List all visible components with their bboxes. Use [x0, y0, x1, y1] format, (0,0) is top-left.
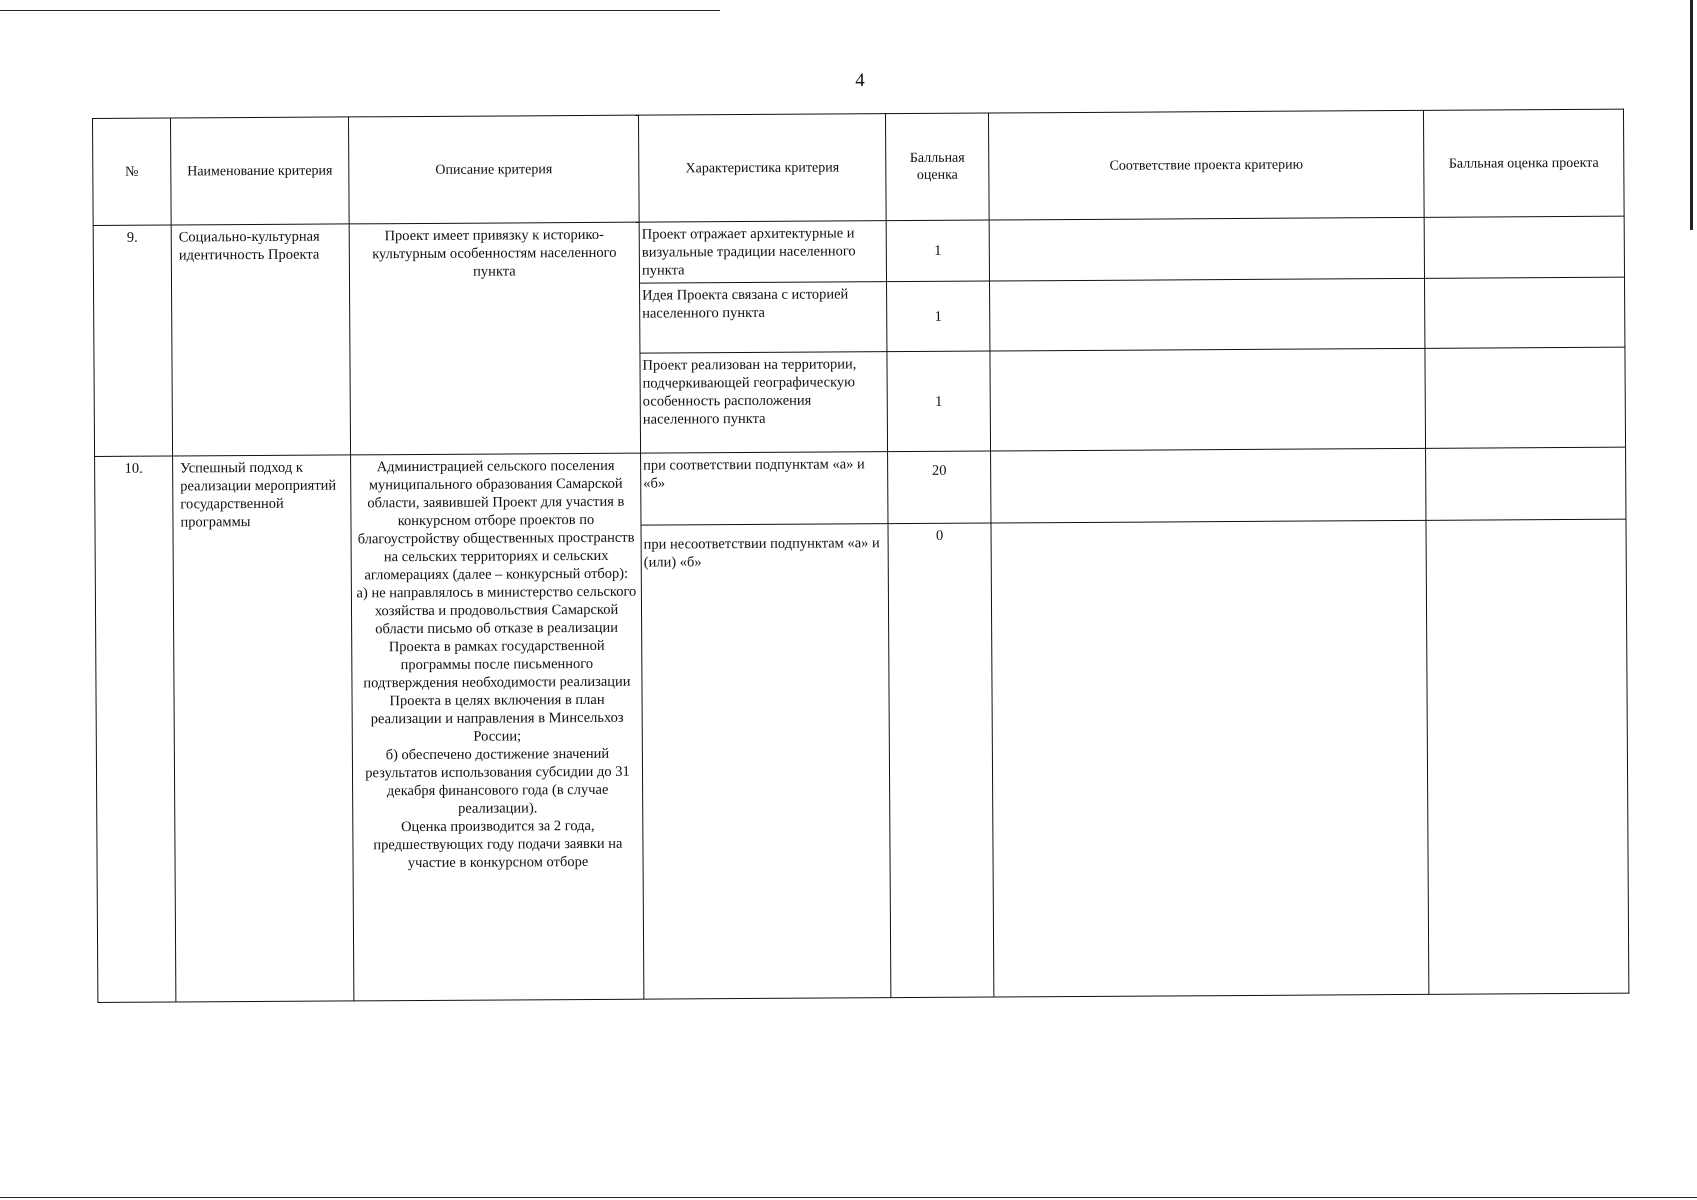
row-10-project-score-1: [1426, 447, 1626, 520]
row-9-score-2: 1: [887, 281, 990, 352]
row-10-characteristic-1: при соответствии подпунктам «а» и «б»: [641, 452, 888, 526]
table-header-row: [93, 109, 1625, 225]
row-9-name: Социально-культурная идентичность Проекта: [171, 224, 350, 456]
row-9-project-score-2: [1425, 277, 1625, 348]
row-9-num: 9.: [93, 225, 172, 456]
row-9-score-3: 1: [887, 351, 991, 452]
row-10-project-score-2: [1426, 519, 1629, 994]
header-project-score: Балльная оценка проекта: [1423, 109, 1624, 217]
row-10-name: Успешный подход к реализации мероприятий государственной программы: [173, 455, 354, 1002]
row-10-characteristic-2: при несоответствии подпунктам «а» и (или) «б»: [641, 524, 891, 1000]
row-10-description: [351, 453, 644, 1001]
row-9-characteristic-2: Идея Проекта связана с историей населенного пункта: [640, 282, 887, 354]
header-score: Балльная оценка: [885, 113, 989, 221]
row-9-description: Проект имеет привязку к историко-культурным особенностям населенного пункта: [349, 222, 640, 455]
row-10-score-2: 0: [888, 523, 994, 998]
row-9-compliance-2: [990, 278, 1425, 351]
scan-edge-bottom: [0, 1197, 1697, 1198]
row-9-score-1: 1: [886, 220, 989, 282]
row-10-compliance-2: [991, 520, 1429, 997]
row-9-characteristic-1: Проект отражает архитектурные и визуальные традиции населенного пункта: [639, 221, 886, 284]
table-row: [95, 447, 1626, 528]
row-10-compliance-1: [991, 448, 1426, 523]
scan-edge-right: [1690, 0, 1693, 230]
header-compliance: Соответствие проекта критерию: [988, 110, 1424, 220]
scan-edge-top: [0, 10, 720, 11]
row-9-compliance-3: [990, 348, 1426, 451]
header-num: №: [93, 118, 172, 225]
row-10-description-item-a: а) не направлялось в министерство сельского хозяйства и продовольствия Самарской области письмо об отказе в реализации Проекта в рамках государственной программы после письменного подтверждения необходимости реализации Проекта в целях включения в план реализации и направления в Минсельхоз России;: [356, 583, 637, 745]
row-10-description-intro: Администрацией сельского поселения муниципального образования Самарской области, заявившей Проект для участия в конкурсном отборе проектов по благоустройству общественных пространств на сельских территориях и сельских агломерациях (далее – конкурсный отбор):: [357, 457, 635, 584]
row-9-compliance-1: [989, 217, 1424, 281]
row-10-description-item-b: б) обеспечено достижение значений результатов использования субсидии до 31 декабря финансового года (в случае реализации).: [365, 745, 630, 817]
row-10-num: 10.: [95, 456, 176, 1002]
table-row: [93, 216, 1624, 286]
row-10-score-1: 20: [888, 451, 991, 524]
header-characteristic: Характеристика критерия: [638, 114, 886, 223]
row-9-project-score-3: [1425, 347, 1626, 448]
row-9-project-score-1: [1424, 216, 1624, 278]
page-number: 4: [855, 70, 865, 91]
criteria-table: [92, 109, 1629, 1003]
header-description: Описание критерия: [348, 115, 639, 224]
row-9-characteristic-3: Проект реализован на территории, подчеркивающей географическую особенность расположения населенного пункта: [640, 352, 888, 454]
row-10-description-note: Оценка производится за 2 года, предшествующих году подачи заявки на участие в конкурсном отборе: [373, 817, 623, 872]
header-name: Наименование критерия: [171, 117, 350, 225]
